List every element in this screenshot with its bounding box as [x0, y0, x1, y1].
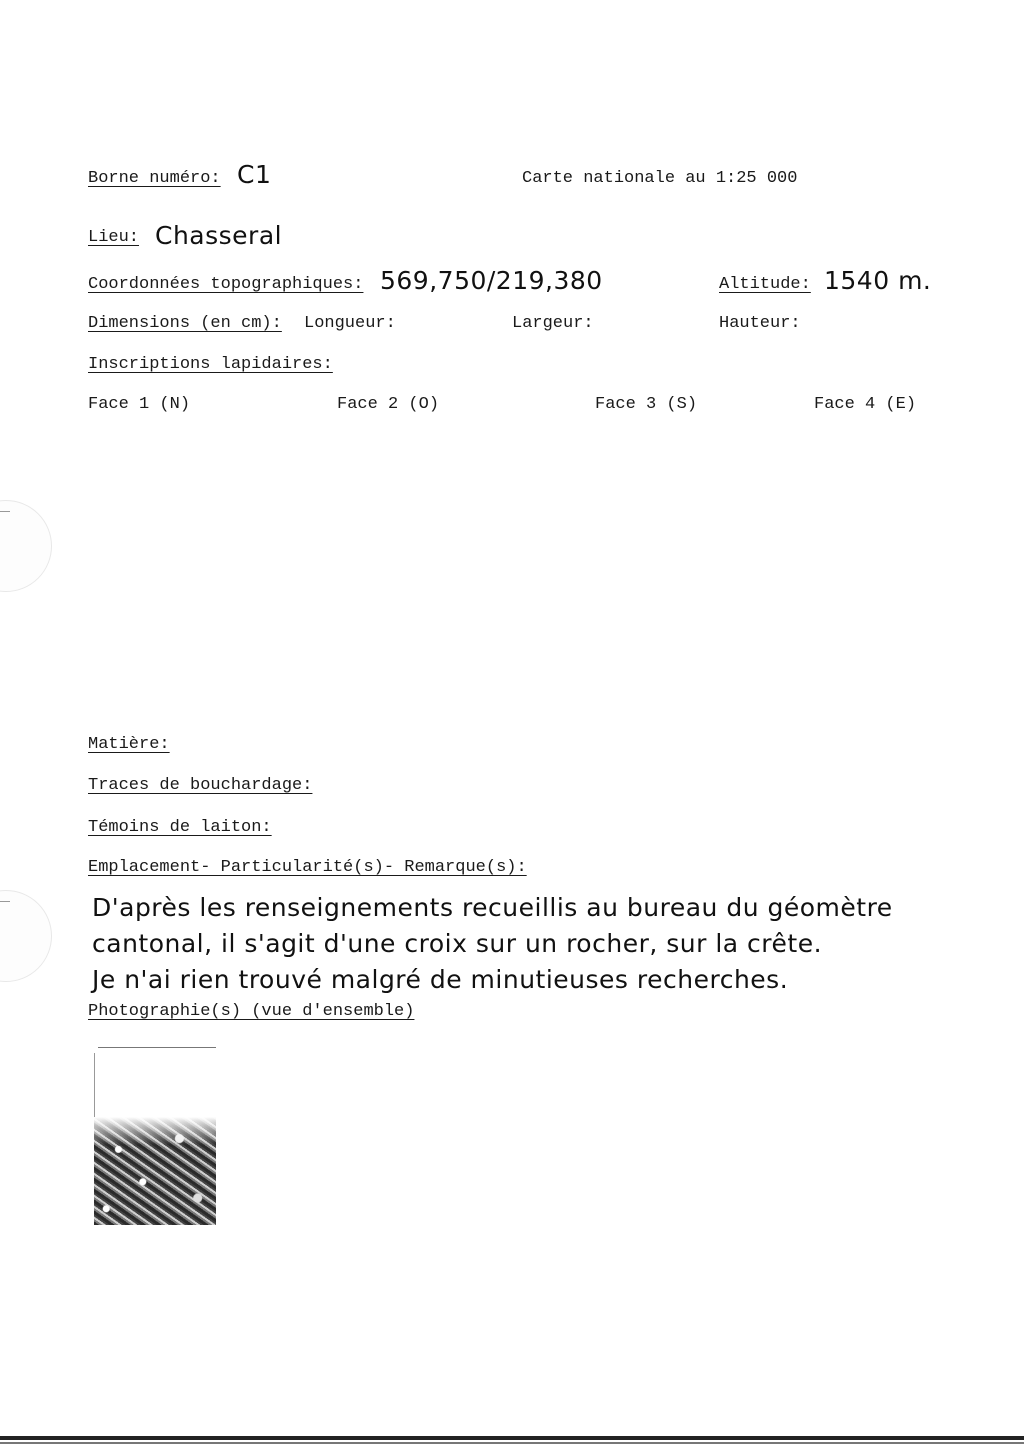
coord-value: 569,750/219,380	[380, 266, 603, 295]
punch-hole-top	[0, 500, 52, 592]
carte-label: Carte nationale au 1:25 000	[522, 169, 798, 188]
altitude-value: 1540 m.	[824, 266, 932, 295]
coord-label: Coordonnées topographiques:	[88, 275, 364, 294]
altitude-label: Altitude:	[719, 275, 811, 294]
punch-hole-bottom	[0, 890, 52, 982]
page-edge-line-2	[0, 1442, 1024, 1444]
hauteur-label: Hauteur:	[719, 314, 801, 333]
temoins-label: Témoins de laiton:	[88, 818, 272, 837]
borne-value: C1	[237, 160, 272, 189]
dimensions-label: Dimensions (en cm):	[88, 314, 282, 333]
page-edge-line	[0, 1436, 1024, 1440]
emplacement-label: Emplacement- Particularité(s)- Remarque(s):	[88, 858, 527, 877]
longueur-label: Longueur:	[304, 314, 396, 333]
face-1: Face 1 (N)	[88, 395, 191, 414]
matiere-label: Matière:	[88, 735, 170, 754]
remark-line-2: cantonal, il s'agit d'une croix sur un rocher, sur la crête.	[92, 929, 823, 958]
traces-label: Traces de bouchardage:	[88, 776, 313, 795]
largeur-label: Largeur:	[512, 314, 594, 333]
remark-line-3: Je n'ai rien trouvé malgré de minutieuses recherches.	[92, 965, 789, 994]
photo-label: Photographie(s) (vue d'ensemble)	[88, 1002, 415, 1021]
photo-border-top	[98, 1047, 216, 1048]
face-4: Face 4 (E)	[814, 395, 917, 414]
borne-label: Borne numéro:	[88, 169, 221, 188]
photo-fade	[94, 1117, 216, 1145]
remark-line-1: D'après les renseignements recueillis au bureau du géomètre	[92, 893, 893, 922]
photograph	[94, 1047, 218, 1227]
lieu-value: Chasseral	[155, 221, 283, 250]
face-3: Face 3 (S)	[595, 395, 698, 414]
face-2: Face 2 (O)	[337, 395, 440, 414]
inscriptions-label: Inscriptions lapidaires:	[88, 355, 333, 374]
lieu-label: Lieu:	[88, 228, 140, 247]
